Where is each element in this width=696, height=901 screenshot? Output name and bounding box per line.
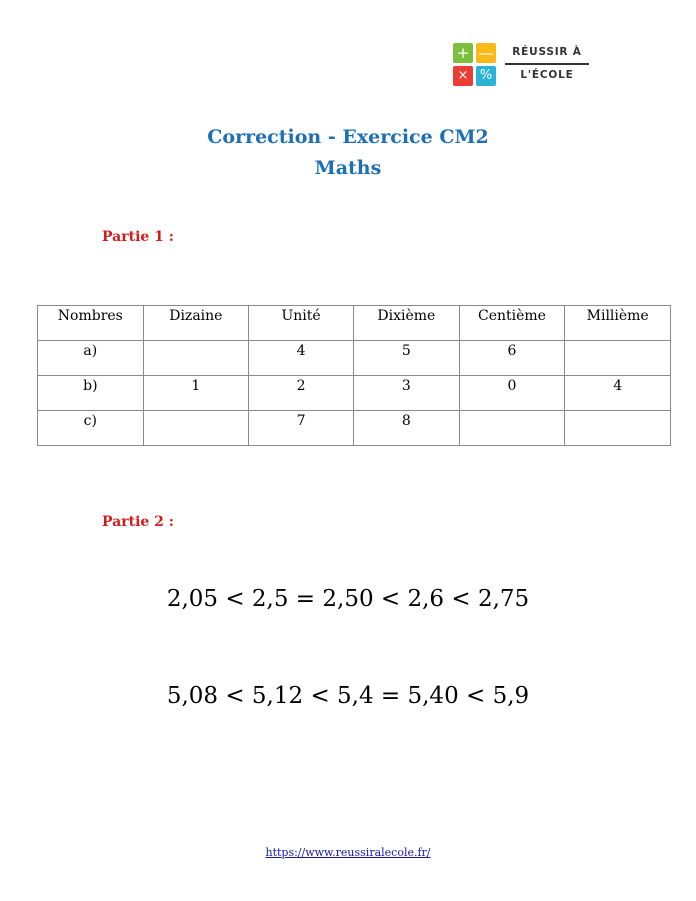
table-cell bbox=[143, 341, 248, 376]
section-heading-partie-1: Partie 1 : bbox=[102, 229, 174, 245]
table-header-row bbox=[38, 306, 671, 341]
table-cell: 8 bbox=[354, 411, 460, 446]
footer bbox=[0, 846, 696, 859]
logo-line-2: L'ÉCOLE bbox=[520, 69, 574, 81]
percent-icon: % bbox=[476, 66, 496, 86]
table-cell: 2 bbox=[249, 376, 354, 411]
page-subtitle: Maths bbox=[314, 157, 382, 179]
logo-icon-grid bbox=[453, 43, 497, 87]
table-cell: 7 bbox=[249, 411, 354, 446]
comparison-equation-1: 2,05 < 2,5 = 2,50 < 2,6 < 2,75 bbox=[166, 586, 530, 612]
table-cell: c) bbox=[38, 411, 144, 446]
table-cell bbox=[565, 411, 671, 446]
plus-icon: + bbox=[453, 43, 473, 63]
table-cell: a) bbox=[38, 341, 144, 376]
comparison-equation-2: 5,08 < 5,12 < 5,4 = 5,40 < 5,9 bbox=[166, 683, 530, 709]
multiply-icon: × bbox=[453, 66, 473, 86]
column-header: Nombres bbox=[38, 306, 144, 341]
table-row bbox=[38, 341, 671, 376]
logo-divider bbox=[505, 63, 589, 65]
table-cell: b) bbox=[38, 376, 144, 411]
table-cell: 3 bbox=[354, 376, 460, 411]
minus-icon: — bbox=[476, 43, 496, 63]
column-header: Dixième bbox=[354, 306, 460, 341]
table-row bbox=[38, 376, 671, 411]
column-header: Dizaine bbox=[143, 306, 248, 341]
logo-text bbox=[505, 43, 589, 81]
column-header: Unité bbox=[249, 306, 354, 341]
table-cell: 1 bbox=[143, 376, 248, 411]
table-cell: 0 bbox=[459, 376, 565, 411]
column-header: Millième bbox=[565, 306, 671, 341]
table-cell bbox=[459, 411, 565, 446]
table-cell bbox=[565, 341, 671, 376]
website-link[interactable]: https://www.reussiralecole.fr/ bbox=[265, 846, 431, 859]
section-heading-partie-2: Partie 2 : bbox=[102, 514, 174, 530]
logo bbox=[453, 43, 593, 89]
table-cell bbox=[143, 411, 248, 446]
table-row bbox=[38, 411, 671, 446]
table-cell: 6 bbox=[459, 341, 565, 376]
column-header: Centième bbox=[459, 306, 565, 341]
page-title: Correction - Exercice CM2 bbox=[207, 126, 489, 148]
table-cell: 5 bbox=[354, 341, 460, 376]
table-cell: 4 bbox=[565, 376, 671, 411]
table-cell: 4 bbox=[249, 341, 354, 376]
logo-line-1: RÉUSSIR À bbox=[512, 46, 582, 58]
place-value-table bbox=[37, 305, 671, 446]
